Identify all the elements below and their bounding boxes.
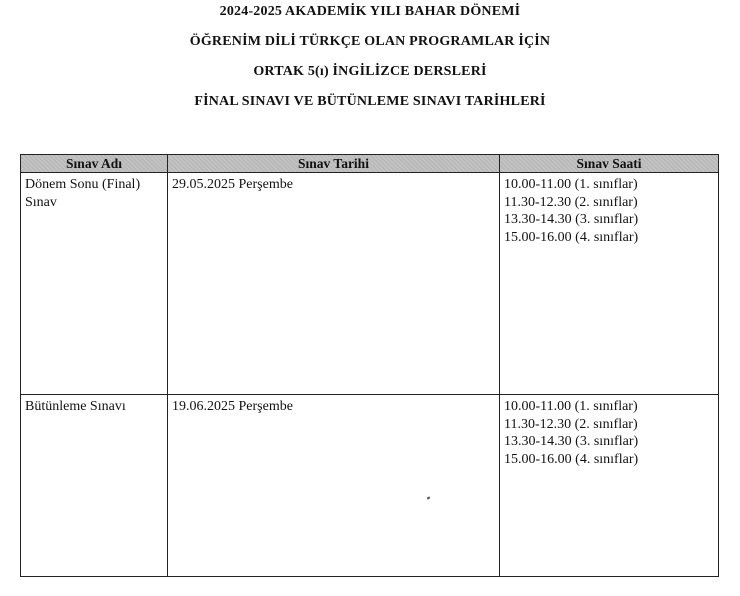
exam-name: Bütünleme Sınavı (25, 399, 126, 414)
exam-time-slot: 15.00-16.00 (4. sınıflar) (504, 229, 639, 245)
exam-name-cell (21, 395, 168, 577)
document-title-line-2: ÖĞRENİM DİLİ TÜRKÇE OLAN PROGRAMLAR İÇİN (189, 34, 551, 49)
column-header-exam-time: Sınav Saati (500, 155, 719, 173)
exam-times (500, 395, 718, 468)
exam-date-cell (168, 395, 500, 577)
exam-schedule-table (20, 154, 719, 577)
exam-time-slot: 13.30-14.30 (3. sınıflar) (504, 434, 639, 449)
exam-name: Dönem Sonu (Final) Sınav (25, 177, 141, 210)
column-header-exam-name: Sınav Adı (21, 155, 168, 173)
table-row (21, 173, 719, 395)
exam-time-slot: 11.30-12.30 (2. sınıflar) (504, 416, 638, 432)
exam-time-cell (500, 173, 719, 395)
document-title-line-4: FİNAL SINAVI VE BÜTÜNLEME SINAVI TARİHLERİ (194, 94, 546, 109)
exam-date: 19.06.2025 Perşembe (172, 399, 293, 414)
exam-time-slot: 10.00-11.00 (1. sınıflar) (504, 399, 638, 414)
exam-times (500, 173, 718, 246)
exam-date-cell (168, 173, 500, 395)
exam-time-cell (500, 395, 719, 577)
exam-name-cell (21, 173, 168, 395)
exam-time-slot: 11.30-12.30 (2. sınıflar) (504, 194, 638, 210)
document-title-line-1: 2024-2025 AKADEMİK YILI BAHAR DÖNEMİ (219, 4, 521, 19)
table-header-row (21, 155, 719, 173)
document-title-line-3: ORTAK 5(ı) İNGİLİZCE DERSLERİ (253, 64, 487, 79)
exam-time-slot: 13.30-14.30 (3. sınıflar) (504, 212, 639, 227)
exam-time-slot: 10.00-11.00 (1. sınıflar) (504, 177, 638, 192)
exam-date: 29.05.2025 Perşembe (172, 177, 293, 192)
table-row (21, 395, 719, 577)
exam-time-slot: 15.00-16.00 (4. sınıflar) (504, 451, 639, 467)
column-header-exam-date: Sınav Tarihi (168, 155, 500, 173)
